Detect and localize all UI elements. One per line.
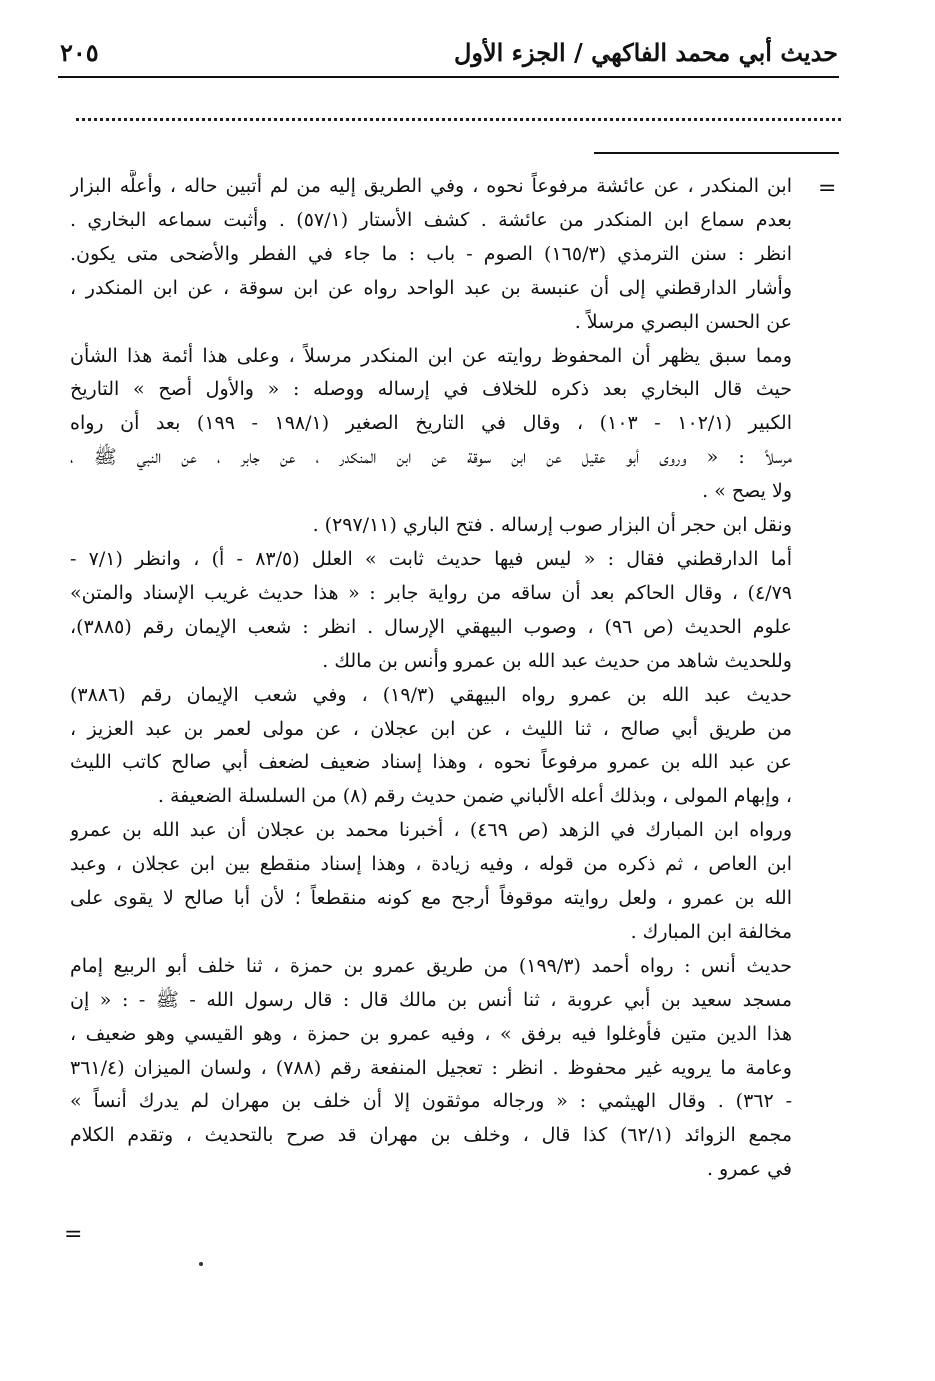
text-line: مجمع الزوائد (٦٢/١) كذا قال ، وخلف بن مهران قد صرح بالتحديث ، وتقدم الكلام: [70, 1124, 792, 1147]
text-line: ابن المنكدر ، عن عائشة مرفوعاً نحوه ، وفي الطريق إليه من لم أتبين حاله ، وأعلَّه البزار: [70, 175, 792, 197]
print-speck: [199, 1262, 203, 1266]
text-line: وللحديث شاهد من حديث عبد الله بن عمرو وأنس بن مالك .: [322, 649, 792, 672]
text-line: حديث أنس : رواه أحمد (١٩٩/٣) من طريق عمرو بن حمزة ، ثنا خلف أبو الربيع إمام: [70, 954, 792, 977]
text-line: ورواه ابن المبارك في الزهد (ص ٤٦٩) ، أخبرنا محمد بن عجلان أن عبد الله بن عمرو: [70, 819, 792, 842]
running-title: حديث أبي محمد الفاكهي / الجزء الأول: [453, 38, 838, 67]
text-line: هذا الدين متين فأوغلوا فيه برفق » ، وفيه عمرو بن حمزة ، وهو القيسي وهو ضعيف ،: [70, 1022, 792, 1045]
continuation-mark-bottom: =: [64, 1222, 83, 1247]
text-line: مخالفة ابن المبارك .: [630, 920, 792, 943]
footnote-body: [70, 170, 792, 1187]
page-header: [60, 34, 838, 74]
page-number: ٢٠٥: [60, 38, 99, 67]
text-line: مرسلاً : « وروى أبو عقيل عن ابن سوقة عن ابن المنكدر ، عن جابر ، عن النبي ﷺ ،: [70, 446, 792, 469]
text-line: بعدم سماع ابن المنكدر من عائشة . كشف الأستار (٥٧/١) . وأثبت سماعه البخاري .: [70, 208, 792, 231]
continuation-mark-top: =: [818, 176, 837, 201]
text-line: مسجد سعيد بن أبي عروبة ، ثنا أنس بن مالك قال : قال رسول الله - ﷺ - : « إن: [70, 988, 792, 1011]
text-line: الكبير (١٠٢/١ - ١٠٣) ، وقال في التاريخ الصغير (١٩٨/١ - ١٩٩) بعد أن رواه: [70, 412, 792, 435]
text-line: حديث عبد الله بن عمرو رواه البيهقي (١٩/٣) ، وفي شعب الإيمان رقم (٣٨٨٦): [70, 683, 792, 706]
text-line: انظر : سنن الترمذي (١٦٥/٣) الصوم - باب : ما جاء في الفطر والأضحى متى يكون.: [70, 242, 792, 265]
text-line: ولا يصح » .: [702, 480, 792, 503]
text-line: ابن العاص ، ثم ذكره من قوله ، وفيه زيادة ، وهذا إسناد منقطع بين ابن عجلان ، وعبد: [70, 853, 792, 876]
text-line: عن عبد الله بن عمرو مرفوعاً نحوه ، وهذا إسناد ضعيف لضعف أبي صالح كاتب الليث: [70, 751, 792, 774]
text-line: وأشار الدارقطني إلى أن عنبسة بن عبد الواحد رواه عن ابن سوقة ، عن ابن المنكدر ،: [70, 276, 792, 299]
text-line: وعامة ما يرويه غير محفوظ . انظر : تعجيل المنفعة رقم (٧٨٨) ، ولسان الميزان (٣٦١/٤: [70, 1056, 792, 1079]
text-line: في عمرو .: [706, 1158, 792, 1181]
text-line: ، وإبهام المولى ، وبذلك أعله الألباني ضمن حديث رقم (٨) من السلسلة الضعيفة .: [157, 785, 792, 808]
text-line: من طريق أبي صالح ، ثنا الليث ، عن ابن عجلان ، عن مولى لعمر بن عبد العزيز ،: [70, 717, 792, 740]
text-line: ونقل ابن حجر أن البزار صوب إرساله . فتح الباري (٢٩٧/١١) .: [312, 514, 792, 537]
text-line: - ٣٦٢) . وقال الهيثمي : « ورجاله موثقون إلا أن خلف بن مهران لم يدرك أنساً »: [70, 1090, 792, 1113]
text-line: أما الدارقطني فقال : « ليس فيها حديث ثابت » العلل (٨٣/٥ - أ) ، وانظر (٧/١ -: [70, 547, 792, 570]
text-line: ومما سبق يظهر أن المحفوظ روايته عن ابن المنكدر مرسلاً ، وعلى هذا أئمة هذا الشأن: [70, 344, 792, 367]
text-line: ٤/٧٩) ، وقال الحاكم بعد أن ساقه من رواية جابر : « هذا حديث غريب الإسناد والمتن»: [70, 581, 792, 604]
footnote-rule: [594, 152, 839, 154]
text-line: عن الحسن البصري مرسلاً .: [574, 310, 792, 333]
text-line: حيث قال البخاري بعد ذكره للخلاف في إرساله ووصله : « والأول أصح » التاريخ: [70, 378, 792, 401]
dotted-separator: [76, 118, 841, 121]
text-line: الله بن عمرو ، ولعل روايته موقوفاً أرجح مع كونه منقطعاً ؛ لأن أبا صالح لا يقوى على: [70, 887, 792, 910]
text-line: علوم الحديث (ص ٩٦) ، وصوب البيهقي الإرسال . انظر : شعب الإيمان رقم (٣٨٨٥)،: [70, 615, 792, 638]
header-rule: [58, 76, 839, 78]
